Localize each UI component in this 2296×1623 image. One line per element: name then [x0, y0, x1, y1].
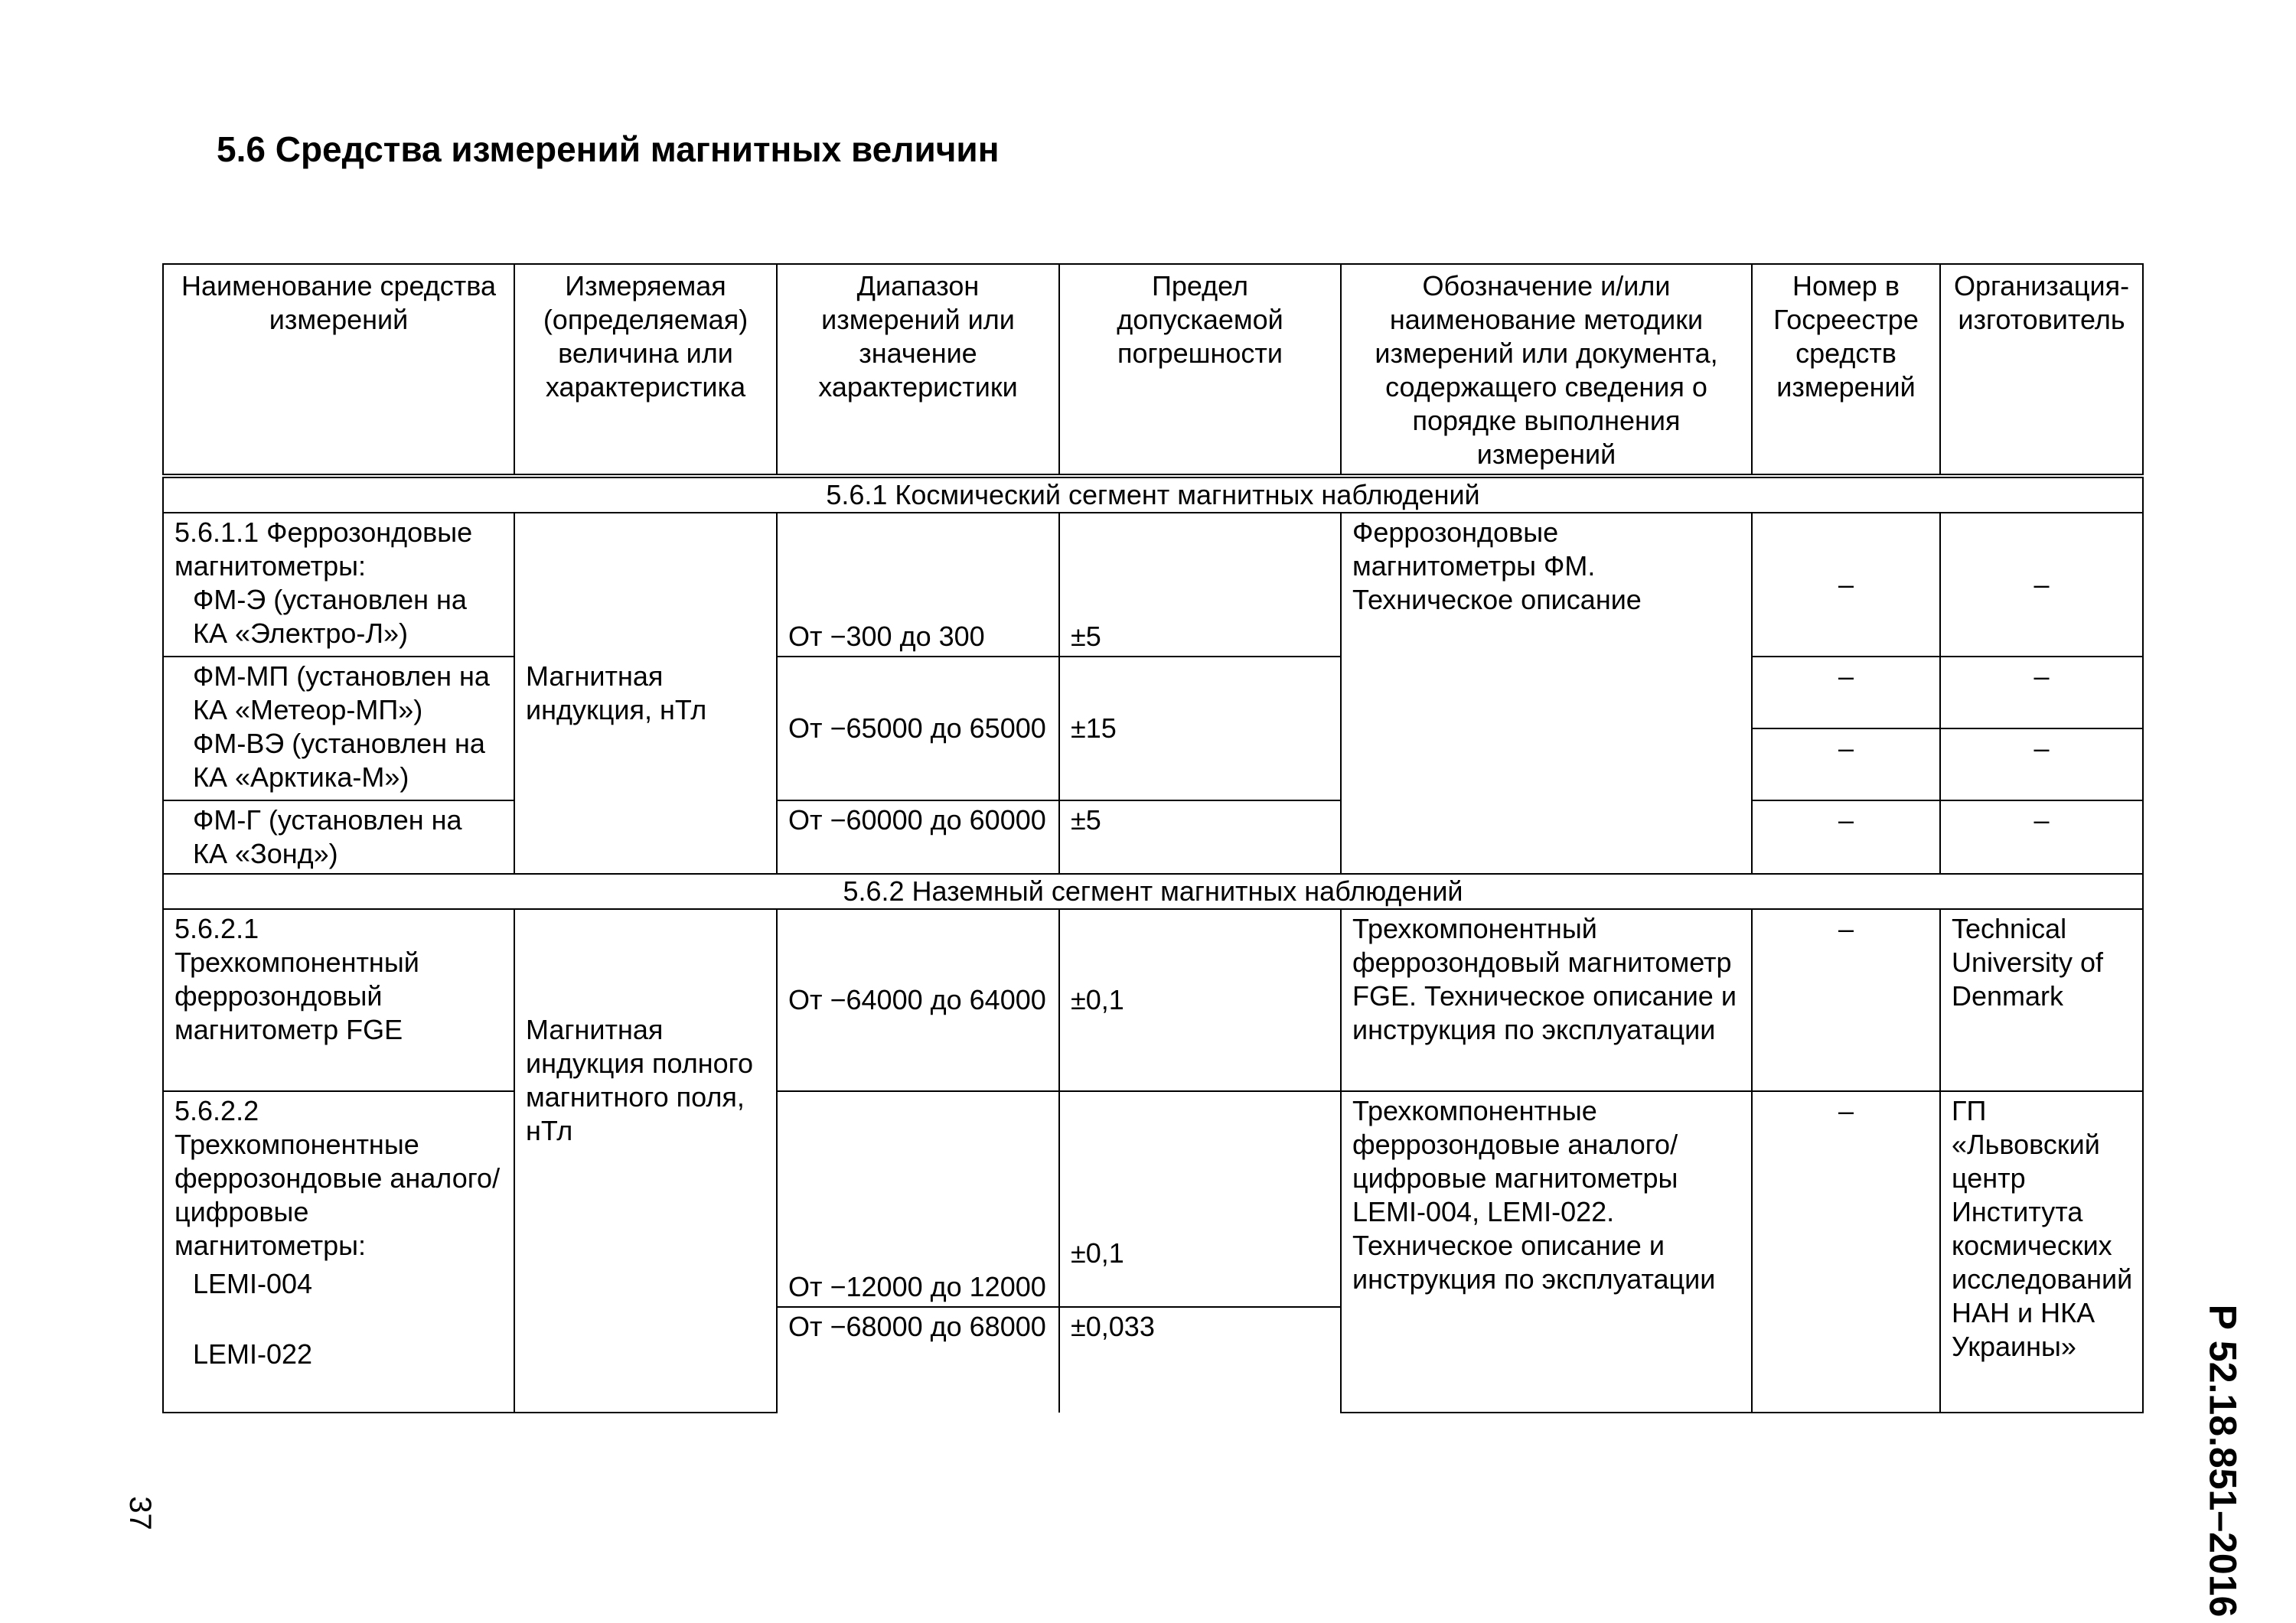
range-value: От −12000 до 12000 [777, 1091, 1059, 1307]
method-document: Феррозондовые магнитометры ФМ. Техническое описание [1341, 513, 1752, 874]
manufacturer: ГП «Львовский центр Института космических исследований НАН и НКА Украины» [1940, 1091, 2143, 1413]
registry-number: – [1752, 909, 1940, 1091]
error-value-text: ±0,1 [1071, 1237, 1124, 1269]
page-number: 37 [122, 1496, 157, 1530]
header-method: Обозначение и/или наименование методики измерений или документа, содержащего сведения о порядке выполнения измерений [1341, 264, 1752, 476]
error-value: ±0,1 [1059, 909, 1341, 1091]
header-range: Диапазон измерений или значение характеристики [777, 264, 1059, 476]
instrument-name-cell [163, 1091, 514, 1413]
manufacturer: – [1940, 728, 2143, 800]
registry-number: – [1752, 800, 1940, 874]
registry-number: – [1752, 513, 1940, 657]
registry-number: – [1752, 657, 1940, 728]
group-name: 5.6.2.2 Трехкомпонентные феррозондовые аналого/цифровые магнитометры: [174, 1095, 501, 1261]
header-error-limit: Предел допускаемой погрешности [1059, 264, 1341, 476]
group-name: 5.6.1.1 Феррозондовые магнитометры: [174, 517, 473, 582]
instrument-name-cell [163, 800, 514, 874]
range-value: От −300 до 300 [777, 513, 1059, 657]
header-manufacturer: Организация-изготовитель [1940, 264, 2143, 476]
measured-quantity-cell [514, 909, 777, 1413]
table-row [163, 513, 2143, 657]
manufacturer: – [1940, 513, 2143, 657]
method-document: Трехкомпонентные феррозондовые аналого/цифровые магнитометры LEMI-004, LEMI-022. Техническое описание и инструкция по эксплуатации [1341, 1091, 1752, 1413]
error-value: ±5 [1059, 513, 1341, 657]
measured-quantity: Магнитная индукция полного магнитного поля, нТл [526, 1014, 753, 1146]
instrument-name-cell [163, 657, 514, 800]
table-row [163, 657, 2143, 728]
table-row [163, 909, 2143, 1091]
registry-number: – [1752, 728, 1940, 800]
registry-number: – [1752, 1091, 1940, 1413]
instrument-name-cell [163, 513, 514, 657]
section-title-ground: 5.6.2 Наземный сегмент магнитных наблюдений [163, 874, 2143, 909]
table-row [163, 800, 2143, 874]
error-value [1059, 1091, 1341, 1307]
range-value: От −60000 до 60000 [777, 800, 1059, 874]
manufacturer: – [1940, 800, 2143, 874]
instrument-name: ФМ-Э (установлен на КА «Электро-Л») [193, 584, 467, 649]
error-value: ±0,033 [1059, 1307, 1341, 1413]
manufacturer: Technical University of Denmark [1940, 909, 2143, 1091]
range-value: От −68000 до 68000 [777, 1307, 1059, 1413]
instrument-name: 5.6.2.1 Трехкомпонентный феррозондовый магнитометр FGE [163, 909, 514, 1091]
manufacturer: – [1940, 657, 2143, 728]
instrument-name: ФМ-МП (установлен на КА «Метеор-МП») [193, 660, 490, 725]
measured-quantity: Магнитная индукция, нТл [514, 513, 777, 874]
error-value: ±5 [1059, 800, 1341, 874]
range-value: От −65000 до 65000 [777, 657, 1059, 800]
header-measured-quantity: Измеряемая (определяемая) величина или характеристика [514, 264, 777, 476]
instruments-table [162, 263, 2144, 1413]
instrument-name: ФМ-ВЭ (установлен на КА «Арктика-М») [193, 728, 485, 793]
table-row [163, 1091, 2143, 1307]
error-value: ±15 [1059, 657, 1341, 800]
header-registry-number: Номер в Госреестре средств измерений [1752, 264, 1940, 476]
document-code: Р 52.18.851–2016 [2201, 1304, 2245, 1618]
instrument-name: ФМ-Г (установлен на КА «Зонд») [193, 804, 462, 869]
section-heading: 5.6 Средства измерений магнитных величин [217, 129, 1000, 169]
sub-instrument-name: LEMI-004 [193, 1268, 313, 1299]
header-row [163, 264, 2143, 476]
section-title-space: 5.6.1 Космический сегмент магнитных наблюдений [163, 476, 2143, 513]
header-instrument-name: Наименование средства измерений [163, 264, 514, 476]
range-value: От −64000 до 64000 [777, 909, 1059, 1091]
sub-instrument-name: LEMI-022 [193, 1338, 313, 1370]
method-document: Трехкомпонентный феррозондовый магнитометр FGE. Техническое описание и инструкция по эксплуатации [1341, 909, 1752, 1091]
